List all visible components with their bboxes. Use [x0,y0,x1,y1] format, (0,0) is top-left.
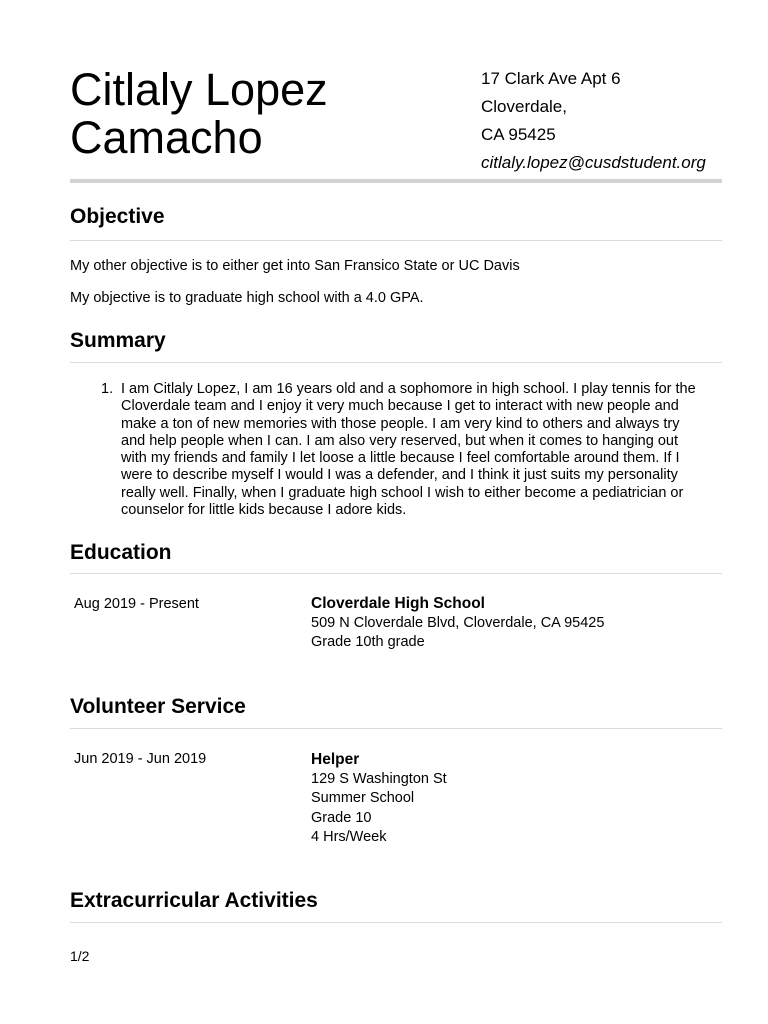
volunteer-organization: Summer School [311,790,415,806]
education-heading: Education [70,541,172,564]
objective-line-1: My other objective is to either get into San Fransico State or UC Davis [70,258,520,274]
volunteer-date: Jun 2019 - Jun 2019 [74,751,207,767]
summary-line-7: really well. Finally, when I graduate high school I wish to either become a pediatrician or [121,484,684,501]
summary-line-5: with my friends and family I let loose a little because I feel comfortable around them. If I [121,450,680,467]
summary-divider [70,362,722,363]
summary-list-number: 1. [101,381,114,397]
education-date: Aug 2019 - Present [74,596,199,612]
school-grade: Grade 10th grade [311,634,425,650]
objective-divider [70,240,722,241]
school-address: 509 N Cloverdale Blvd, Cloverdale, CA 95425 [311,614,605,631]
summary-line-4: and help people when I can. I am also very reserved, but when it comes to hanging out [121,432,678,449]
address-line-3: CA 95425 [481,125,556,144]
applicant-name [70,66,328,162]
volunteer-entry [311,750,447,848]
objective-heading: Objective [70,205,165,228]
extracurricular-divider [70,922,722,923]
volunteer-hours: 4 Hrs/Week [311,829,387,845]
summary-line-1: I am Citlaly Lopez, I am 16 years old and a sophomore in high school. I play tennis for the [121,381,696,397]
education-entry [311,594,604,653]
volunteer-address: 129 S Washington St [311,770,447,787]
header-divider [70,179,722,183]
summary-heading: Summary [70,329,166,352]
extracurricular-heading: Extracurricular Activities [70,889,318,912]
volunteer-heading: Volunteer Service [70,695,246,718]
objective-line-2: My objective is to graduate high school with a 4.0 GPA. [70,290,424,306]
address-line-1: 17 Clark Ave Apt 6 [481,69,621,88]
school-name: Cloverdale High School [311,595,485,612]
name-line-1: Citlaly Lopez [70,64,328,115]
summary-list [70,381,722,519]
education-divider [70,573,722,574]
volunteer-grade: Grade 10 [311,809,372,826]
summary-line-3: make a ton of new memories with those people. I am very kind to others and always try [121,415,680,432]
contact-block [481,68,706,180]
summary-line-2: Cloverdale team and I enjoy it very much because I get to interact with new people and [121,398,679,415]
email-address: citlaly.lopez@cusdstudent.org [481,153,706,172]
name-line-2: Camacho [70,112,263,163]
summary-line-6: were to describe myself I would I was a defender, and I think it just suits my personality [121,467,678,484]
address-line-2: Cloverdale, [481,97,567,116]
volunteer-role: Helper [311,751,360,768]
summary-line-8: counselor for little kids because I adore kids. [121,502,407,519]
volunteer-divider [70,728,722,729]
page-number: 1/2 [70,948,90,964]
